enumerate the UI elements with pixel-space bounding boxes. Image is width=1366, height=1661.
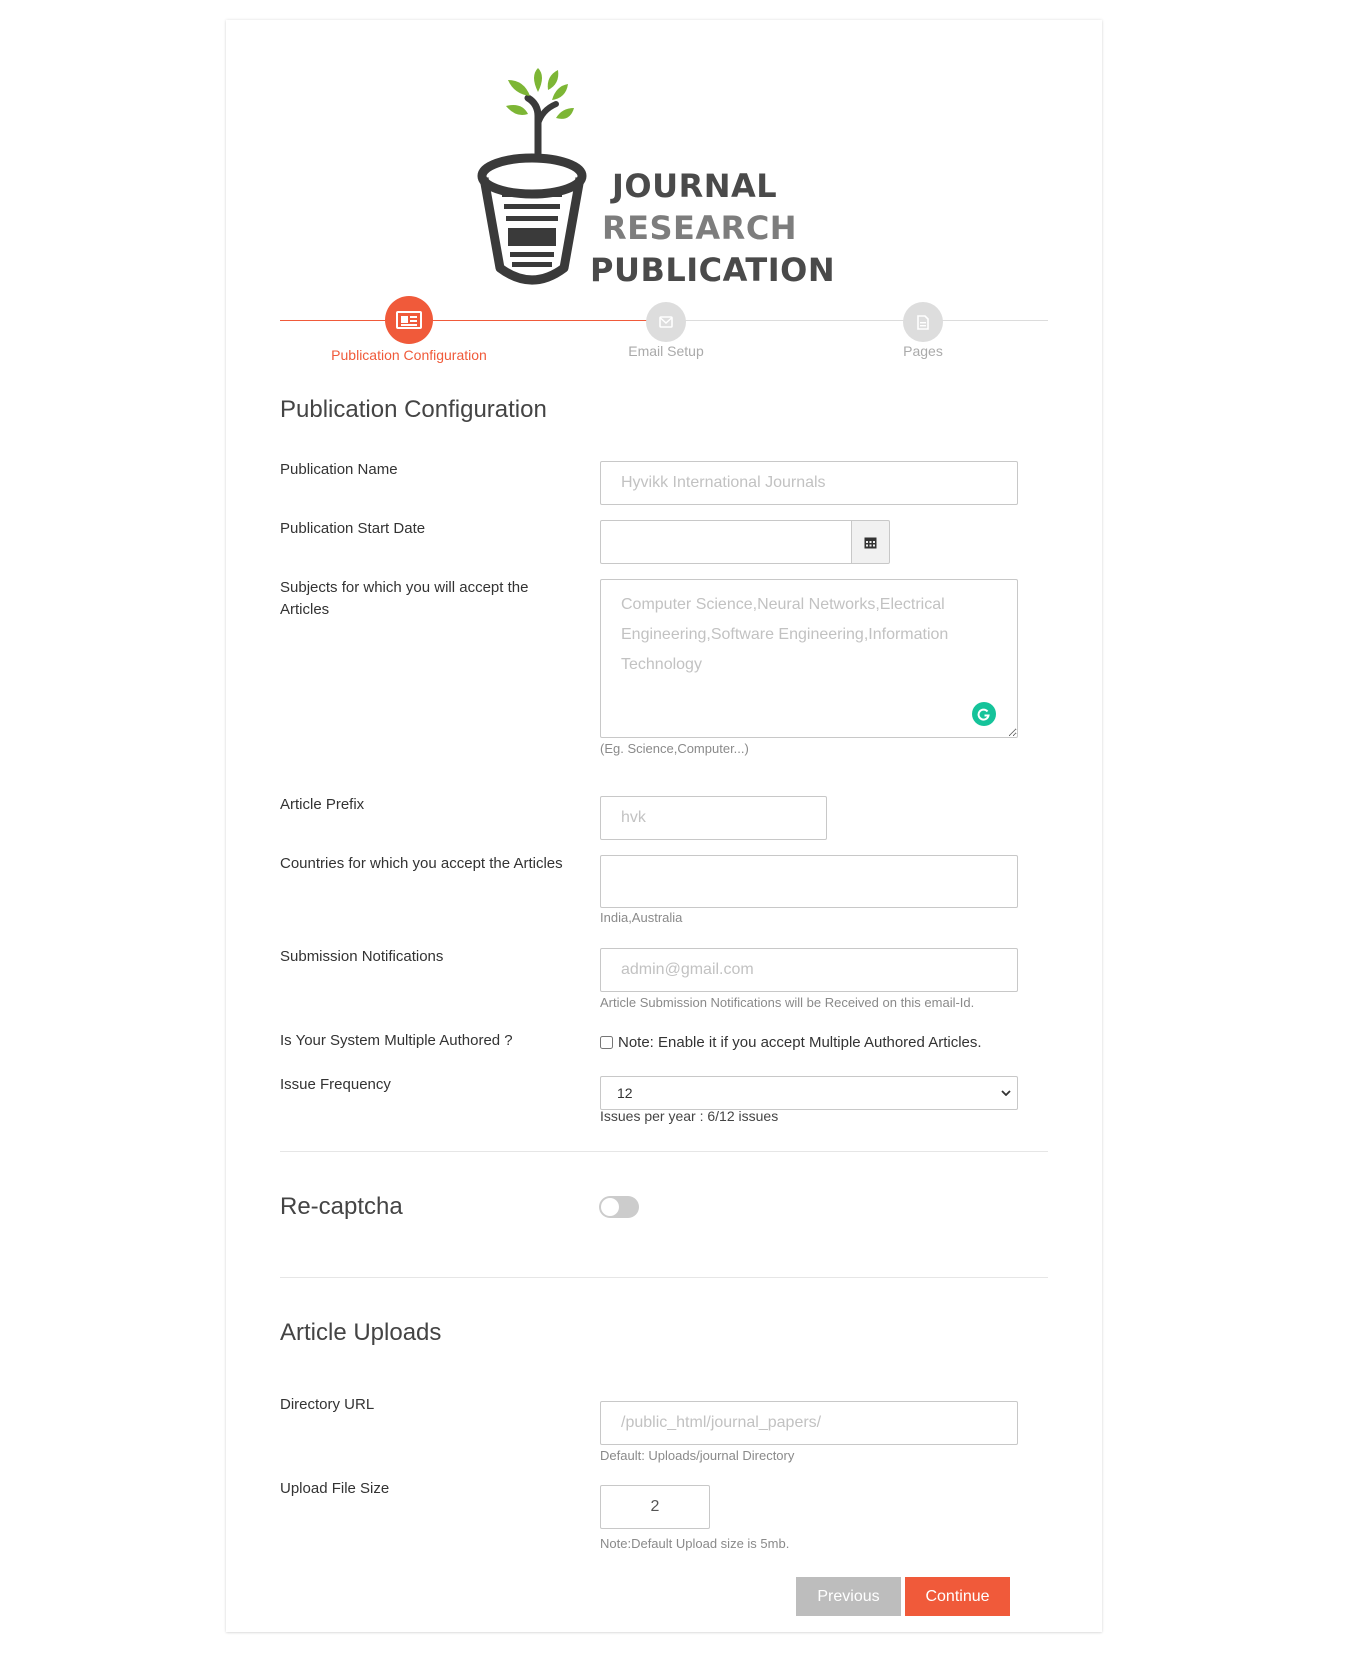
chevron-down-icon	[1001, 1090, 1011, 1096]
issue-frequency-select[interactable]	[600, 1076, 1018, 1110]
calendar-icon	[864, 536, 877, 549]
upload-file-size-label: Upload File Size	[280, 1480, 390, 1497]
multi-author-label: Is Your System Multiple Authored ?	[280, 1032, 513, 1049]
logo-text-research: RESEARCH	[602, 209, 798, 247]
setup-card	[226, 20, 1102, 1632]
publication-name-label: Publication Name	[280, 461, 398, 478]
upload-file-size-hint: Note:Default Upload size is 5mb.	[600, 1536, 790, 1551]
article-prefix-input[interactable]	[600, 796, 827, 840]
step-email-setup[interactable]	[646, 302, 686, 342]
issue-frequency-value: 12	[617, 1085, 633, 1101]
publication-start-date-label: Publication Start Date	[280, 520, 426, 537]
journal-logo	[476, 46, 836, 296]
multi-author-note: Note: Enable it if you accept Multiple Authored Articles.	[618, 1034, 982, 1051]
countries-label: Countries for which you accept the Articles	[280, 855, 563, 872]
step-publication-configuration[interactable]	[385, 296, 433, 344]
countries-input[interactable]	[600, 855, 1018, 908]
countries-hint: India,Australia	[600, 910, 683, 925]
newspaper-icon	[396, 311, 422, 329]
step-label-email-setup[interactable]: Email Setup	[628, 343, 704, 359]
plant-cup-logo-icon	[476, 46, 606, 286]
submission-notifications-label: Submission Notifications	[280, 948, 444, 965]
subjects-label: Subjects for which you will accept the Articles	[280, 579, 529, 618]
step-label-publication-configuration[interactable]: Publication Configuration	[331, 347, 487, 363]
submission-notifications-input[interactable]	[600, 948, 1018, 992]
publication-configuration-title: Publication Configuration	[280, 396, 547, 423]
page-icon	[917, 315, 929, 330]
directory-url-hint: Default: Uploads/journal Directory	[600, 1448, 795, 1463]
issue-frequency-hint: Issues per year : 6/12 issues	[600, 1108, 779, 1124]
issue-frequency-label: Issue Frequency	[280, 1076, 391, 1093]
directory-url-input[interactable]	[600, 1401, 1018, 1445]
recaptcha-toggle-knob	[601, 1198, 619, 1216]
step-label-pages[interactable]: Pages	[903, 343, 943, 359]
section-divider	[280, 1151, 1048, 1152]
publication-name-input[interactable]	[600, 461, 1018, 505]
upload-file-size-input[interactable]	[600, 1485, 710, 1529]
logo-text-publication: PUBLICATION	[590, 251, 836, 289]
multi-author-checkbox[interactable]	[600, 1036, 613, 1049]
submission-notifications-hint: Article Submission Notifications will be Received on this email-Id.	[600, 995, 975, 1010]
subjects-textarea[interactable]	[600, 579, 1018, 738]
article-prefix-label: Article Prefix	[280, 796, 365, 813]
date-picker-button[interactable]	[851, 520, 890, 564]
stepper-line-active	[280, 320, 653, 321]
logo-text-journal: JOURNAL	[612, 167, 778, 205]
email-icon	[659, 316, 673, 328]
grammarly-icon[interactable]	[972, 702, 996, 726]
article-uploads-title: Article Uploads	[280, 1319, 442, 1346]
recaptcha-title: Re-captcha	[280, 1193, 403, 1220]
section-divider	[280, 1277, 1048, 1278]
step-pages[interactable]	[903, 302, 943, 342]
publication-start-date-input[interactable]	[600, 520, 852, 564]
previous-button[interactable]: Previous	[796, 1577, 901, 1616]
subjects-hint: (Eg. Science,Computer...)	[600, 741, 749, 756]
recaptcha-toggle[interactable]	[599, 1196, 639, 1218]
stepper-line-inactive	[653, 320, 1048, 321]
directory-url-label: Directory URL	[280, 1396, 375, 1413]
continue-button[interactable]: Continue	[905, 1577, 1010, 1616]
